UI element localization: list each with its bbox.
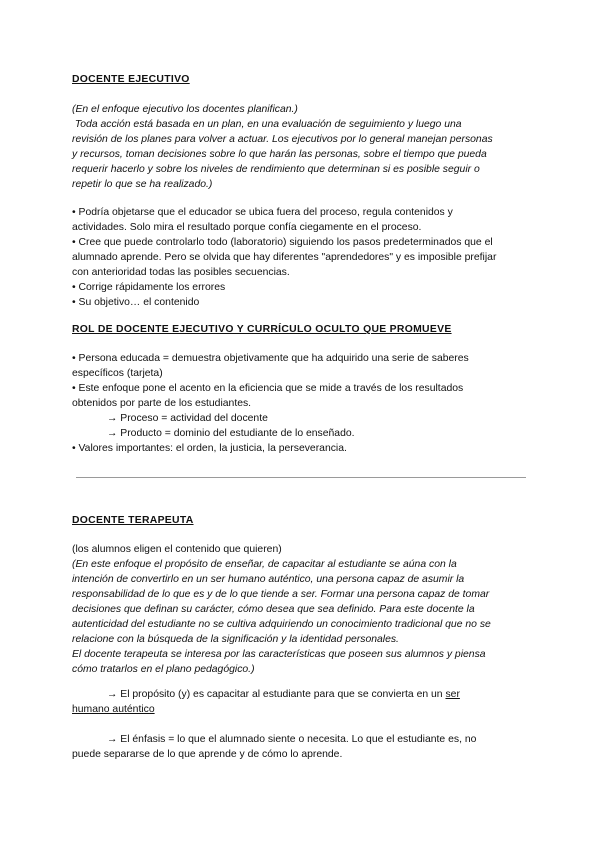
ejecutivo-intro-paragraph bbox=[72, 102, 528, 192]
ejecutivo-bullet-list bbox=[72, 205, 528, 310]
terapeuta-purpose bbox=[72, 687, 528, 717]
text-line: requerir hacerlo y sobre los niveles de rendimiento que determinan si es posible seguir o bbox=[72, 164, 480, 175]
text-line: cómo tratarlos en el plano pedagógico.) bbox=[72, 664, 255, 675]
purpose-underlined-line: humano auténtico bbox=[72, 704, 155, 715]
text-line: autenticidad del estudiante no se cultiva adquiriendo un conocimiento tradicional que no se bbox=[72, 619, 491, 630]
emphasis-line: puede separarse de lo que aprende y de cómo lo aprende. bbox=[72, 749, 343, 760]
text-line: • Su objetivo… el contenido bbox=[72, 297, 200, 308]
rol-docente-paragraph bbox=[72, 351, 528, 456]
emphasis-line: → El énfasis = lo que el alumnado siente o necesita. Lo que el estudiante es, no bbox=[107, 734, 477, 745]
text-line: con anterioridad todas las posibles secuencias. bbox=[72, 267, 290, 278]
text-line: • Valores importantes: el orden, la justicia, la perseverancia. bbox=[72, 443, 347, 454]
section-title-docente-ejecutivo: DOCENTE EJECUTIVO bbox=[72, 74, 190, 85]
text-line: específicos (tarjeta) bbox=[72, 368, 163, 379]
section-title-rol-docente-ejecutivo: ROL DE DOCENTE EJECUTIVO Y CURRÍCULO OCULTO QUE PROMUEVE bbox=[72, 324, 452, 335]
text-line: El docente terapeuta se interesa por las características que poseen sus alumnos y piensa bbox=[72, 649, 486, 660]
text-line: decisiones que definan su carácter, cómo desea que sea definido. Para este docente la bbox=[72, 604, 475, 615]
purpose-line bbox=[72, 687, 528, 702]
arrow-line: → Proceso = actividad del docente bbox=[107, 413, 268, 424]
purpose-text: → El propósito (y) es capacitar al estudiante para que se convierta en un bbox=[107, 689, 446, 700]
text-line: (los alumnos eligen el contenido que quieren) bbox=[72, 544, 282, 555]
text-line: actividades. Solo mira el resultado porque confía ciegamente en el proceso. bbox=[72, 222, 422, 233]
text-line: • Este enfoque pone el acento en la eficiencia que se mide a través de los resultados bbox=[72, 383, 464, 394]
text-line: obtenidos por parte de los estudiantes. bbox=[72, 398, 252, 409]
text-line: (En este enfoque el propósito de enseñar, de capacitar al estudiante se aúna con la bbox=[72, 559, 457, 570]
purpose-underlined-text: ser bbox=[445, 689, 460, 700]
text-line: • Cree que puede controlarlo todo (laboratorio) siguiendo los pasos predeterminados que el bbox=[72, 237, 493, 248]
text-line: • Corrige rápidamente los errores bbox=[72, 282, 226, 293]
terapeuta-emphasis bbox=[72, 732, 528, 762]
text-line: • Podría objetarse que el educador se ubica fuera del proceso, regula contenidos y bbox=[72, 207, 453, 218]
text-line: alumnado aprende. Pero se olvida que hay diferentes "aprendedores" y es imposible prefijar bbox=[72, 252, 497, 263]
text-line: • Persona educada = demuestra objetivamente que ha adquirido una serie de saberes bbox=[72, 353, 469, 364]
text-line: relacione con la búsqueda de la significación y la identidad personales. bbox=[72, 634, 399, 645]
arrow-line: → Producto = dominio del estudiante de lo enseñado. bbox=[107, 428, 355, 439]
text-line: Toda acción está basada en un plan, en una evaluación de seguimiento y luego una bbox=[72, 119, 462, 130]
terapeuta-intro-paragraph bbox=[72, 542, 528, 677]
text-line: responsabilidad de lo que es y de lo que tiende a ser. Formar una persona capaz de tomar bbox=[72, 589, 490, 600]
text-line: intención de convertirlo en un ser humano auténtico, una persona capaz de asumir la bbox=[72, 574, 465, 585]
text-line: (En el enfoque ejecutivo los docentes planifican.) bbox=[72, 104, 298, 115]
section-divider bbox=[76, 477, 526, 478]
text-line: revisión de los planes para volver a actuar. Los ejecutivos por lo general manejan personas bbox=[72, 134, 493, 145]
text-line: repetir lo que se ha realizado.) bbox=[72, 179, 213, 190]
text-line: y recursos, toman decisiones sobre lo que harán las personas, sobre el tiempo que pueda bbox=[72, 149, 487, 160]
section-title-docente-terapeuta: DOCENTE TERAPEUTA bbox=[72, 515, 194, 526]
